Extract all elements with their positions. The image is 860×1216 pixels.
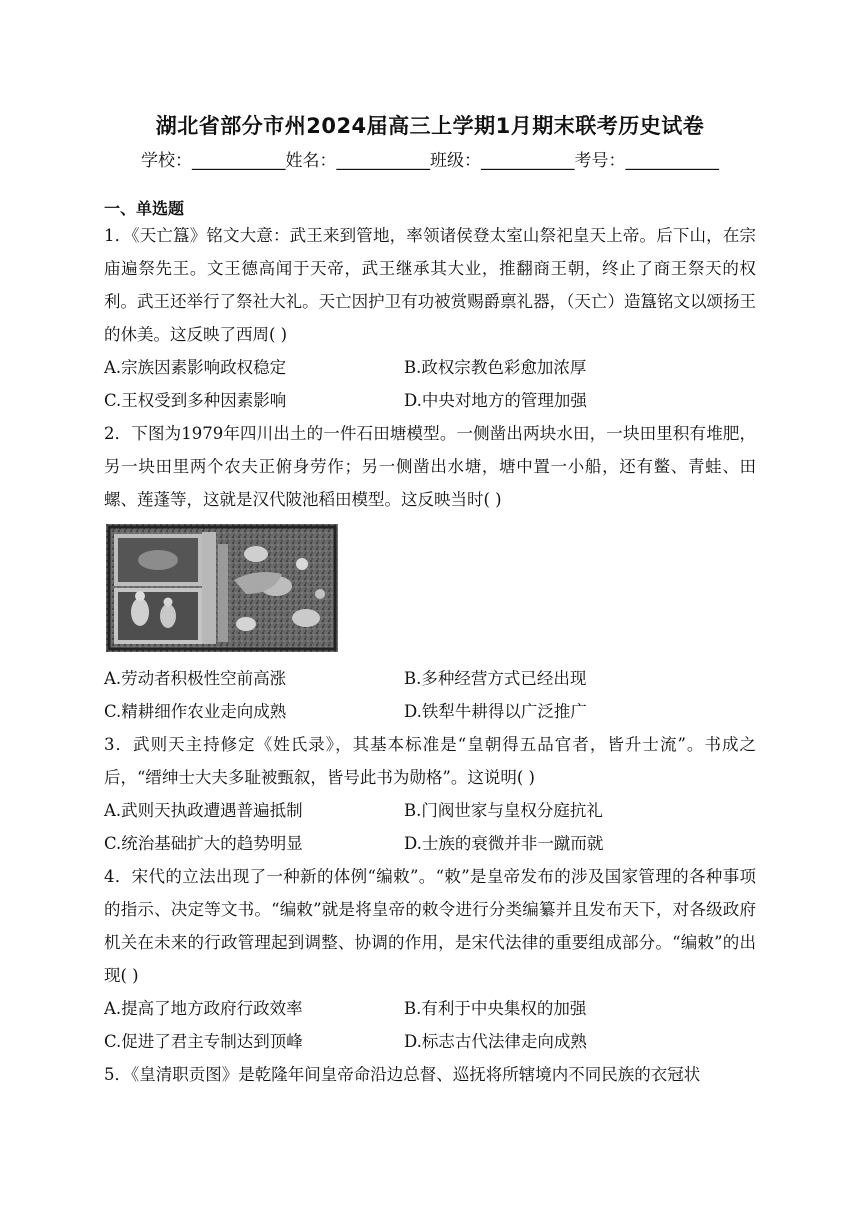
option-c[interactable]: C.王权受到多种因素影响	[104, 391, 287, 410]
option-a[interactable]: A.宗族因素影响政权稳定	[104, 358, 287, 377]
question-3-options	[104, 794, 756, 860]
question-1-stem: 1．《天亡簋》铭文大意：武王来到管地，率领诸侯登太室山祭祀皇天上帝。后下山，在宗庙遍祭先王。文王德高闻于天帝，武王继承其大业，推翻商王朝，终止了商王祭天的权利。武王还举行了祭社大礼。天亡因护卫有功被赏赐爵禀礼器，（天亡）造簋铭文以颂扬王的休美。这反映了西周( )	[104, 226, 756, 344]
question-2-options	[104, 662, 756, 728]
question-3-stem: 3．武则天主持修定《姓氏录》，其基本标准是“皇朝得五品官者，皆升士流”。书成之后，“缙绅士大夫多耻被甄叙，皆号此书为勋格”。这说明( )	[104, 735, 756, 787]
option-a[interactable]: A.提高了地方政府行政效率	[104, 999, 303, 1018]
question-1-options	[104, 351, 756, 417]
name-field[interactable]: 姓名：___________	[285, 151, 430, 171]
school-field[interactable]: 学校：___________	[141, 151, 286, 171]
option-b[interactable]: B.政权宗教色彩愈加浓厚	[404, 358, 587, 377]
exam-number-field[interactable]: 考号：___________	[574, 151, 719, 171]
option-d[interactable]: D.标志古代法律走向成熟	[404, 1032, 587, 1051]
question-4-stem: 4．宋代的立法出现了一种新的体例“编敕”。“敕”是皇帝发布的涉及国家管理的各种事项的指示、决定等文书。“编敕”就是将皇帝的敕令进行分类编纂并且发布天下，对各级政府机关在未来的行政管理起到调整、协调的作用，是宋代法律的重要组成部分。“编敕”的出现( )	[104, 867, 756, 985]
section-heading: 一、单选题	[104, 199, 185, 218]
question-list	[104, 219, 756, 1091]
exam-title: 湖北省部分市州2024届高三上学期1月期末联考历史试卷	[155, 114, 705, 138]
option-a[interactable]: A.劳动者积极性空前高涨	[104, 669, 287, 688]
option-d[interactable]: D.士族的衰微并非一蹴而就	[404, 834, 604, 853]
stone-field-model-image	[106, 524, 338, 652]
option-c[interactable]: C.促进了君主专制达到顶峰	[104, 1032, 303, 1051]
class-field[interactable]: 班级：___________	[430, 151, 575, 171]
question-5-stem: 5．《皇清职贡图》是乾隆年间皇帝命沿边总督、巡抚将所辖境内不同民族的衣冠状	[104, 1065, 701, 1084]
student-info-line	[0, 146, 860, 171]
option-b[interactable]: B.多种经营方式已经出现	[404, 669, 587, 688]
option-b[interactable]: B.门阀世家与皇权分庭抗礼	[404, 801, 603, 820]
option-c[interactable]: C.统治基础扩大的趋势明显	[104, 834, 303, 853]
option-a[interactable]: A.武则天执政遭遇普遍抵制	[104, 801, 303, 820]
option-c[interactable]: C.精耕细作农业走向成熟	[104, 702, 287, 721]
option-b[interactable]: B.有利于中央集权的加强	[404, 999, 587, 1018]
question-4-options	[104, 992, 756, 1058]
stone-relief-photo	[106, 524, 338, 652]
question-2-stem: 2．下图为1979年四川出土的一件石田塘模型。一侧凿出两块水田，一块田里积有堆肥，另一块田里两个农夫正俯身劳作；另一侧凿出水塘，塘中置一小船，还有鳖、青蛙、田螺、莲蓬等，这就是汉代陂池稻田模型。这反映当时( )	[104, 424, 756, 509]
option-d[interactable]: D.中央对地方的管理加强	[404, 391, 587, 410]
option-d[interactable]: D.铁犁牛耕得以广泛推广	[404, 702, 587, 721]
